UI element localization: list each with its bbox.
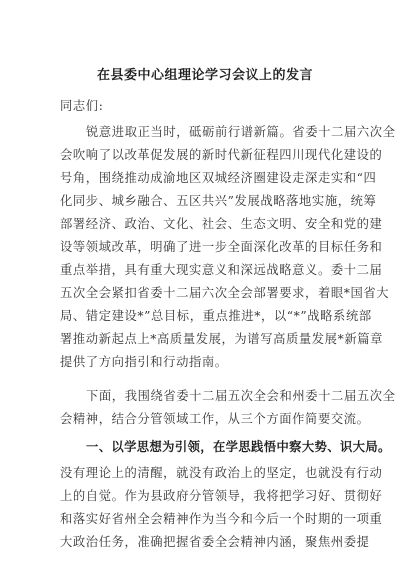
paragraph1-line: 会吹响了以改革促发展的新时代新征程四川现代化建设的 — [60, 148, 383, 162]
section-body-line: 和落实好省州全会精神作为当今和今后一个时期的一项重 — [60, 512, 383, 526]
section-body-line: 上的自觉。作为县政府分管领导，我将把学习好、贯彻好 — [60, 489, 383, 503]
paragraph2-line: 下面，我围绕省委十二届五次全会和州委十二届五次全 — [86, 389, 396, 403]
paragraph1-line: 化同步、城乡融合、五区共兴”发展战略落地实施，统筹 — [60, 194, 377, 208]
section-heading: 一、以学思想为引领，在学思践悟中察大势、识大局。 — [86, 440, 391, 454]
paragraph2-line: 会精神，结合分管领域工作，从三个方面作简要交流。 — [60, 412, 370, 426]
paragraph1-line: 五次全会紧扣省委十二届六次全会部署要求，着眼*国省大 — [60, 286, 390, 300]
paragraph1-line: 重点举措，具有重大现实意义和深远战略意义。委十二届 — [60, 263, 383, 277]
paragraph1-line: 提供了方向指引和行动指南。 — [60, 355, 228, 369]
section-body-line: 大政治任务，准确把握省委全会精神内涵，聚焦州委提 — [60, 535, 370, 549]
paragraph1-line: 局、错定建设*”总目标，重点推进*，以“*”战略系统部 — [60, 309, 372, 323]
paragraph1-line: 锐意进取正当时，砥砺前行谱新篇。省委十二届六次全 — [86, 125, 396, 139]
salutation: 同志们: — [60, 99, 104, 113]
paragraph1-line: 号角，围绕推动成渝地区双城经济圈建设走深走实和“四 — [60, 171, 377, 185]
paragraph1-line: 署推动新起点上*高质量发展，为谱写高质量发展*新篇章 — [60, 332, 384, 346]
document-title: 在县委中心组理论学习会议上的发言 — [96, 68, 313, 83]
paragraph1-line: 部署经济、政治、文化、社会、生态文明、安全和党的建 — [60, 217, 383, 231]
paragraph1-line: 设等领域改革，明确了进一步全面深化改革的目标任务和 — [60, 240, 383, 254]
section-body-line: 没有理论上的清醒，就没有政治上的坚定，也就没有行动 — [60, 466, 383, 480]
